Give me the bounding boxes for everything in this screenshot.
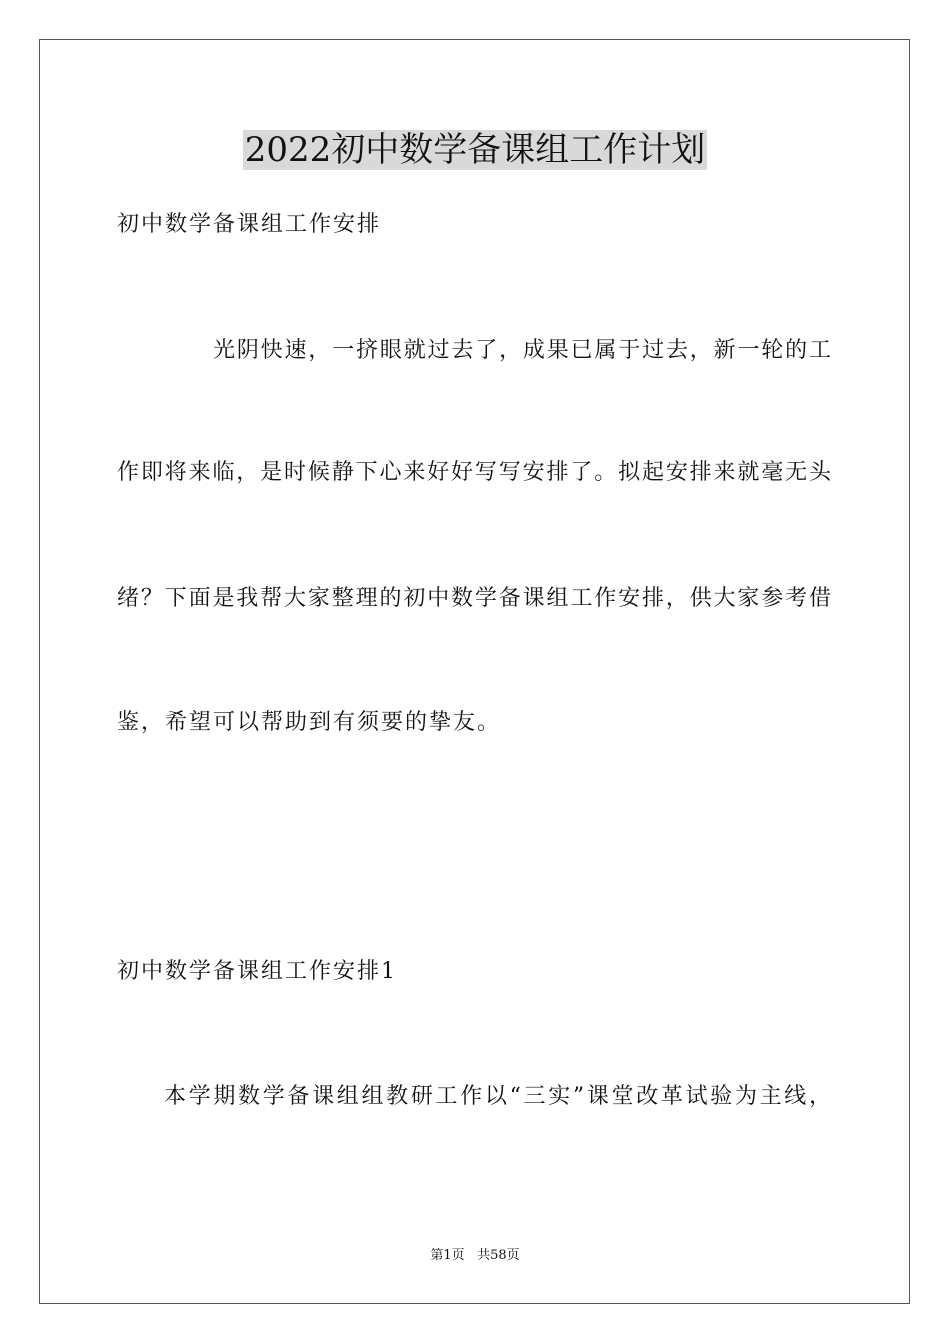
intro-line-2: 作即将来临，是时候静下心来好好写写安排了。拟起安排来就毫无头 (117, 460, 831, 485)
section-first-line: 本学期数学备课组组教研工作以“三实”课堂改革试验为主线， (164, 1084, 831, 1109)
document-title (0, 128, 950, 172)
intro-line-3: 绪？下面是我帮大家整理的初中数学备课组工作安排，供大家参考借 (117, 586, 831, 611)
footer-total-pages: 共58页 (477, 1248, 520, 1263)
intro-line-1: 光阴快速，一挤眼就过去了，成果已属于过去，新一轮的工 (213, 338, 831, 363)
intro-line-4: 鉴，希望可以帮助到有须要的挚友。 (117, 710, 502, 735)
document-subtitle: 初中数学备课组工作安排 (117, 212, 382, 237)
page-footer (0, 1247, 950, 1265)
footer-page-number: 第1页 (430, 1248, 465, 1263)
document-title-text: 2022初中数学备课组工作计划 (244, 130, 706, 170)
section-heading: 初中数学备课组工作安排1 (117, 959, 397, 984)
